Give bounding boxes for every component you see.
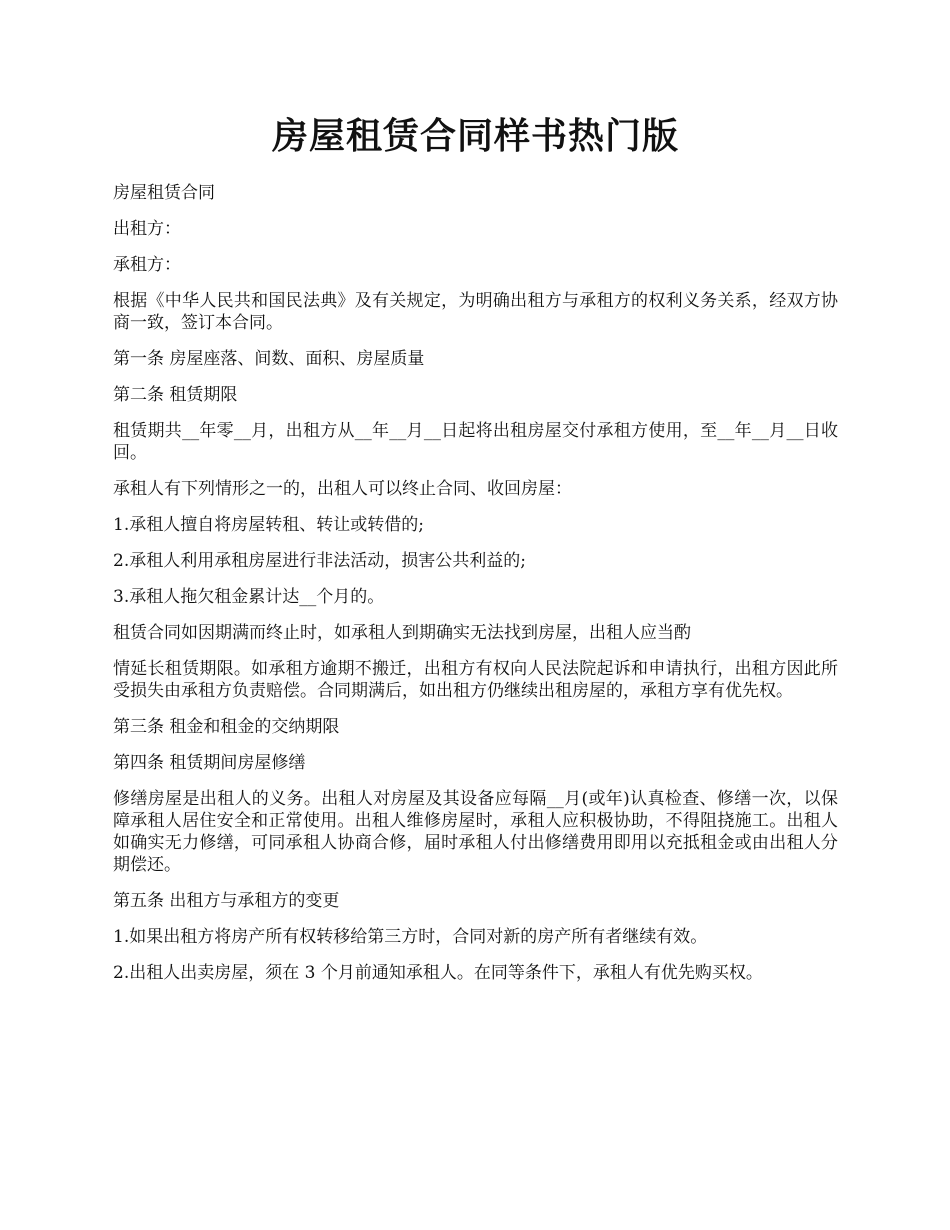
- article-5-heading: 第五条 出租方与承租方的变更: [113, 891, 340, 911]
- expiry-paragraph-continuation: 情延长租赁期限。如承租方逾期不搬迁，出租方有权向人民法院起诉和申请执行，出租方因此所受损失由承租方负责赔偿。合同期满后，如出租方仍继续出租房屋的，承租方享有优先权。: [113, 659, 838, 701]
- repair-obligations-paragraph: 修缮房屋是出租人的义务。出租人对房屋及其设备应每隔__月(或年)认真检查、修缮一次，以保障承租人居住安全和正常使用。出租人维修房屋时，承租人应积极协助，不得阻挠施工。出租人如确实无力修缮，可同承租人协商合修，届时承租人付出修缮费用即用以充抵租金或由出租人分期偿还。: [113, 789, 838, 875]
- sale-notice-clause: 2.出租人出卖房屋，须在 3 个月前通知承租人。在同等条件下，承租人有优先购买权。: [113, 963, 763, 983]
- termination-condition-3: 3.承租人拖欠租金累计达__个月的。: [113, 587, 385, 607]
- termination-conditions-intro: 承租人有下列情形之一的，出租人可以终止合同、收回房屋：: [113, 479, 572, 499]
- article-2-heading: 第二条 租赁期限: [113, 385, 238, 405]
- ownership-transfer-clause: 1.如果出租方将房产所有权转移给第三方时，合同对新的房产所有者继续有效。: [113, 927, 708, 947]
- article-4-heading: 第四条 租赁期间房屋修缮: [113, 753, 306, 773]
- termination-condition-2: 2.承租人利用承租房屋进行非法活动，损害公共利益的;: [113, 551, 526, 571]
- article-1-heading: 第一条 房屋座落、间数、面积、房屋质量: [113, 349, 425, 369]
- lessee-field: 承租方：: [113, 255, 181, 275]
- contract-heading: 房屋租赁合同: [113, 183, 215, 203]
- article-3-heading: 第三条 租金和租金的交纳期限: [113, 717, 340, 737]
- lessor-field: 出租方：: [113, 219, 181, 239]
- termination-condition-1: 1.承租人擅自将房屋转租、转让或转借的;: [113, 515, 424, 535]
- expiry-paragraph-start: 租赁合同如因期满而终止时，如承租人到期确实无法找到房屋，出租人应当酌: [113, 623, 691, 643]
- contract-preamble: 根据《中华人民共和国民法典》及有关规定，为明确出租方与承租方的权利义务关系，经双方协商一致，签订本合同。: [113, 291, 838, 333]
- document-title: 房屋租赁合同样书热门版: [271, 115, 679, 157]
- lease-term-paragraph: 租赁期共__年零__月，出租方从__年__月__日起将出租房屋交付承租方使用，至__年__月__日收回。: [113, 421, 838, 463]
